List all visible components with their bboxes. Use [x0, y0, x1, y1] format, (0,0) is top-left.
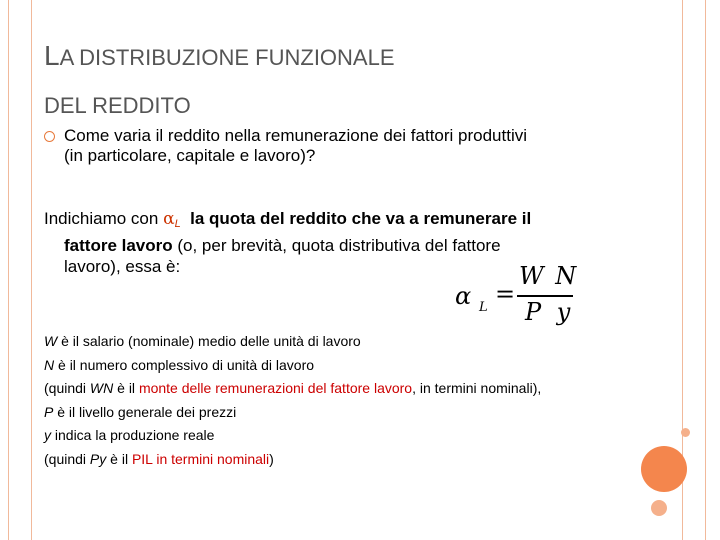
formula-lhs-subscript: L — [479, 300, 488, 315]
bullet-line-2: (in particolare, capitale e lavoro)? — [64, 146, 316, 165]
right-decorative-frame — [682, 0, 706, 540]
definition-n: N è il numero complessivo di unità di lavoro — [44, 356, 315, 373]
medium-circle-decoration — [651, 500, 667, 516]
alpha-symbol: α — [163, 209, 175, 229]
labour-share-formula — [455, 262, 585, 332]
fraction-bar — [517, 295, 573, 297]
formula-denominator: P y — [525, 298, 575, 326]
circle-bullet-icon — [44, 131, 55, 142]
title-line-1: LA DISTRIBUZIONE FUNZIONALE — [44, 40, 395, 71]
para-line-2 — [44, 235, 644, 256]
formula-equals: = — [495, 280, 516, 308]
formula-lhs: α — [455, 282, 472, 310]
slide-title — [44, 30, 395, 130]
title-line-2: DEL REDDITO — [44, 93, 191, 118]
large-circle-decoration — [641, 446, 687, 492]
definition-py: (quindi Py è il PIL in termini nominali) — [44, 450, 274, 467]
para-bold-1: la quota del reddito che va a remunerare il — [190, 209, 532, 228]
small-circle-decoration — [681, 428, 690, 437]
left-decorative-frame — [8, 0, 32, 540]
para-intro: Indichiamo con — [44, 209, 164, 228]
definition-wn: (quindi WN è il monte delle remunerazioni del fattore lavoro, in termini nominali), — [44, 380, 542, 396]
formula-numerator: W N — [519, 262, 579, 290]
para-bold-2: fattore lavoro — [64, 236, 173, 255]
bullet-line-1: Come varia il reddito nella remunerazione dei fattori produttivi — [64, 126, 528, 145]
alpha-subscript: L — [174, 218, 181, 230]
para-rest-2: (o, per brevità, quota distributiva del fattore — [172, 236, 501, 255]
bullet-question — [44, 126, 644, 166]
para-line-3: lavoro), essa è: — [64, 257, 181, 276]
definition-y: y indica la produzione reale — [44, 427, 215, 443]
definition-p: P è il livello generale dei prezzi — [44, 403, 237, 420]
variable-definitions — [44, 330, 644, 471]
definition-w: W è il salario (nominale) medio delle unità di lavoro — [44, 333, 361, 349]
